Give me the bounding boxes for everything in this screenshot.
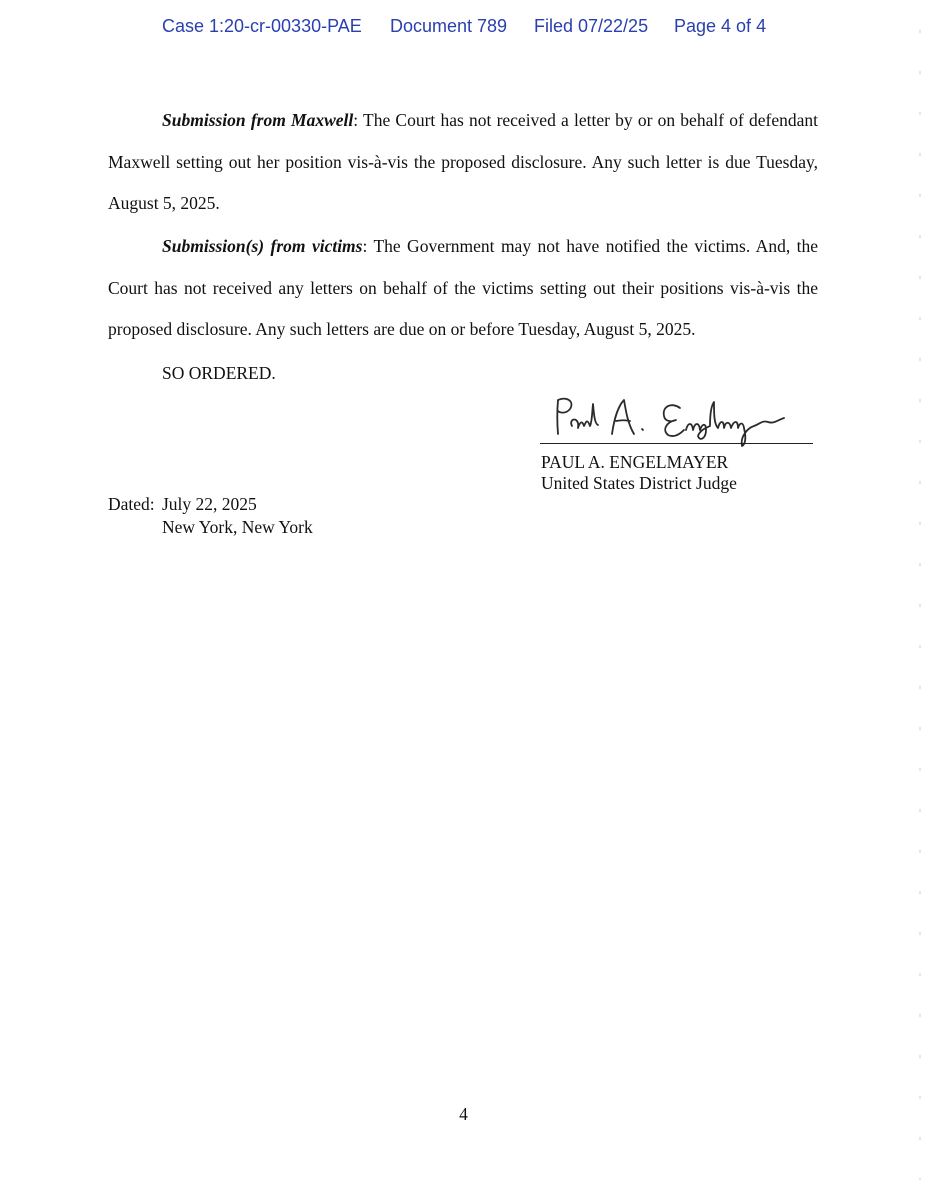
judge-signature [548, 392, 810, 456]
dated-date: July 22, 2025 [162, 494, 257, 514]
judge-title: United States District Judge [541, 473, 737, 493]
scan-edge-artifact [919, 30, 921, 1180]
page-number: 4 [459, 1104, 468, 1124]
paragraph-maxwell-lead: Submission from Maxwell [162, 110, 354, 130]
header-document-number: Document 789 [390, 16, 508, 36]
ecf-header [0, 16, 927, 40]
so-ordered: SO ORDERED. [162, 363, 276, 383]
paragraph-maxwell-submission [108, 100, 818, 225]
header-filed-date: Filed 07/22/25 [534, 16, 649, 36]
signature-line [540, 443, 813, 444]
paragraph-maxwell-text: : The Court has not received a letter by or on behalf of defendant Maxwell setting out her position vis-à-vis the proposed disclosure. Any such letter is due Tuesday, August 5, 2025. [108, 110, 818, 213]
dated-label: Dated: [108, 494, 155, 514]
paragraph-victims-submission [108, 226, 818, 351]
judge-name: PAUL A. ENGELMAYER [541, 452, 729, 472]
dated-place: New York, New York [162, 517, 313, 537]
header-case-number: Case 1:20-cr-00330-PAE [162, 16, 362, 36]
paragraph-victims-lead: Submission(s) from victims [162, 236, 363, 256]
paragraph-victims-text: : The Government may not have notified the victims. And, the Court has not received any letters on behalf of the victims setting out their positions vis-à-vis the proposed disclosure. Any such letters are due on or before Tuesday, August 5, 2025. [108, 236, 818, 339]
header-page-count: Page 4 of 4 [674, 16, 767, 36]
